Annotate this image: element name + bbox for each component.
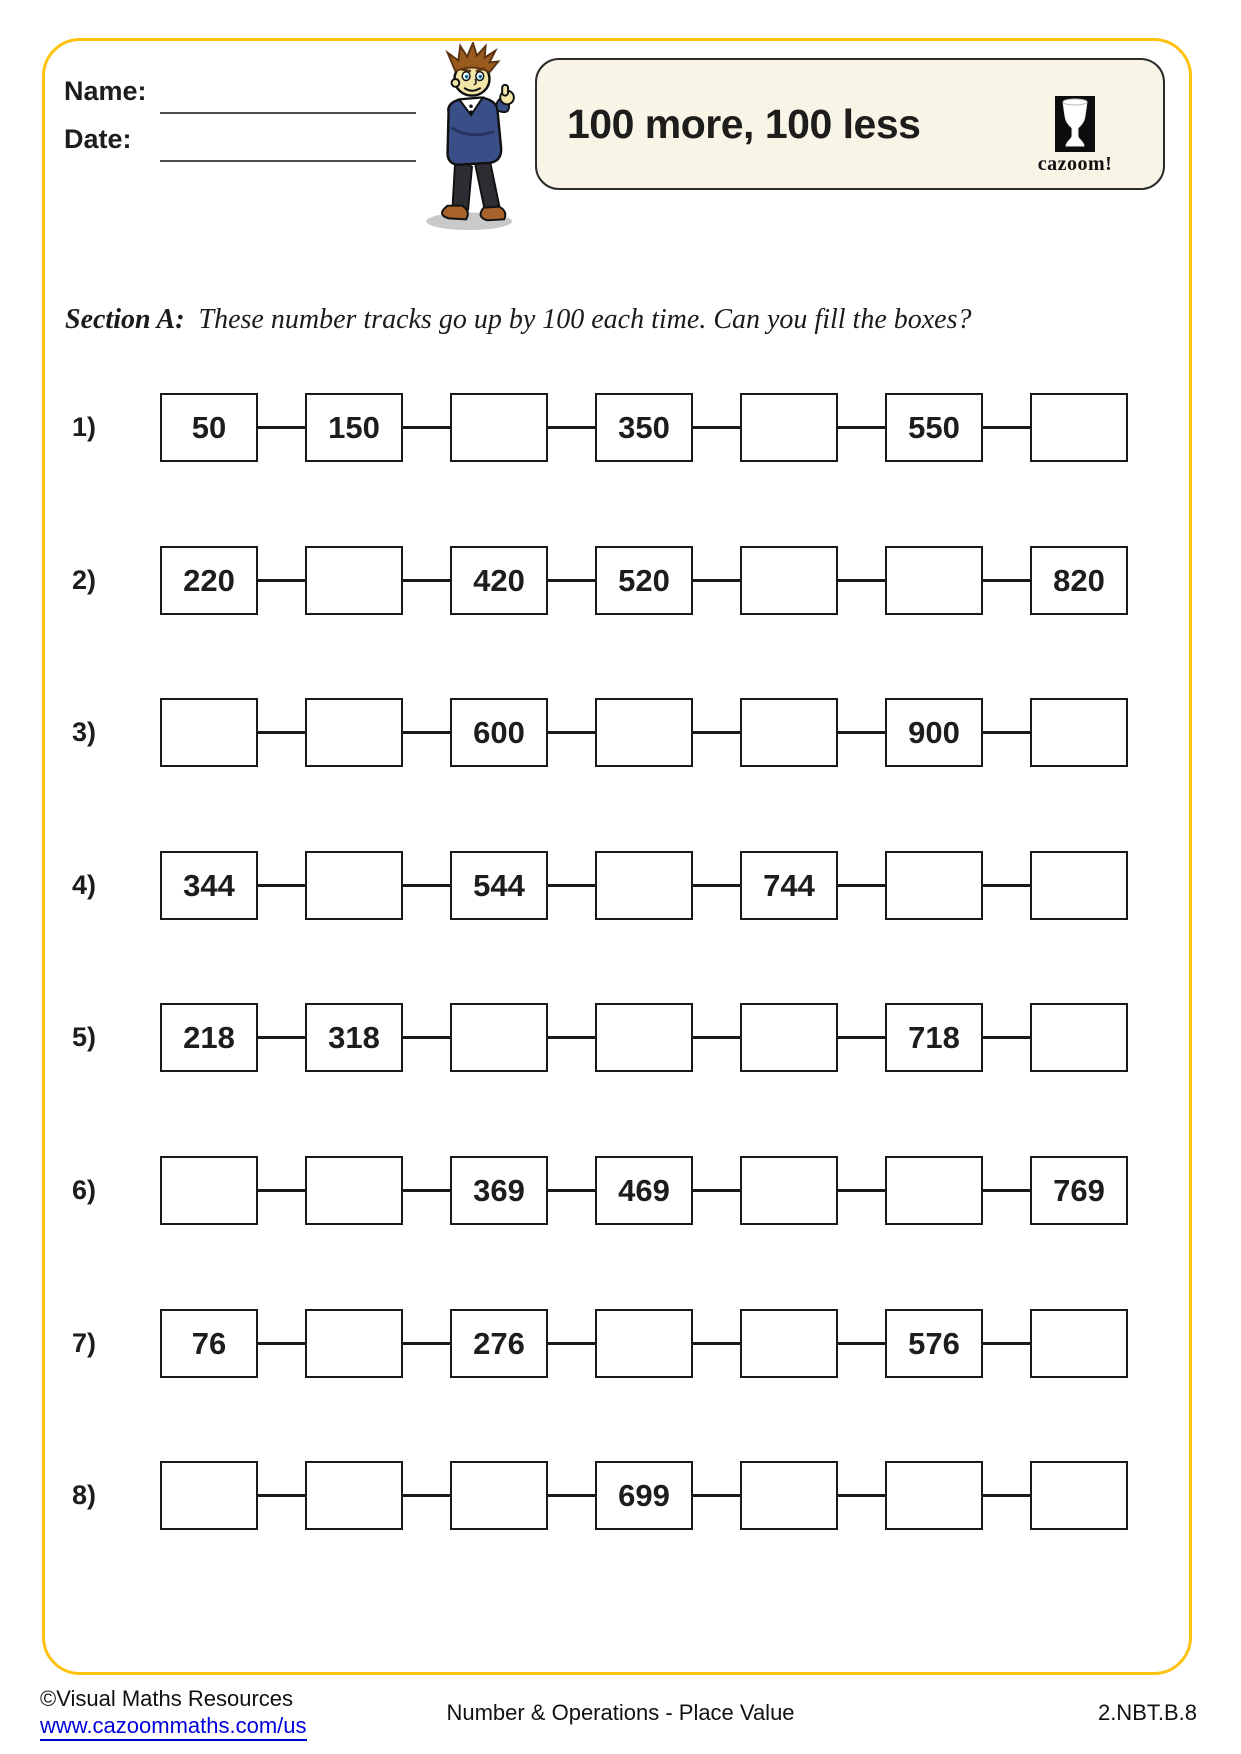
track-cell: 350 (595, 393, 693, 462)
track-cell: 900 (885, 698, 983, 767)
connector-line (838, 426, 885, 429)
cartoon-boy-illustration (415, 42, 527, 232)
date-label: Date: (64, 124, 132, 154)
track-row (72, 393, 1134, 462)
track-cell: 420 (450, 546, 548, 615)
track-cell-empty[interactable] (740, 698, 838, 767)
track-cell-empty[interactable] (885, 851, 983, 920)
track-cell-empty[interactable] (160, 1156, 258, 1225)
connector-line (403, 1189, 450, 1192)
connector-line (403, 579, 450, 582)
track-cell-empty[interactable] (1030, 851, 1128, 920)
brand-name: cazoom! (1037, 153, 1113, 175)
track-cell: 744 (740, 851, 838, 920)
track-cell: 699 (595, 1461, 693, 1530)
section-a-label: Section A: (65, 304, 185, 335)
track-cell: 576 (885, 1309, 983, 1378)
track-cell-empty[interactable] (1030, 1003, 1128, 1072)
djembe-drum-icon (1055, 96, 1095, 152)
track-row (72, 1156, 1134, 1225)
track-row (72, 698, 1134, 767)
connector-line (838, 1036, 885, 1039)
standard-code: 2.NBT.B.8 (1097, 1700, 1197, 1725)
track-cell: 550 (885, 393, 983, 462)
connector-line (548, 1036, 595, 1039)
track-label: 3) (72, 717, 97, 747)
track-label: 2) (72, 565, 97, 595)
name-fill-line[interactable] (160, 112, 416, 114)
connector-line (838, 884, 885, 887)
connector-line (983, 579, 1030, 582)
connector-line (838, 1189, 885, 1192)
connector-line (838, 731, 885, 734)
section-a-heading (65, 304, 1125, 336)
connector-line (403, 1342, 450, 1345)
connector-line (258, 731, 305, 734)
connector-line (983, 1036, 1030, 1039)
track-row (72, 1461, 1134, 1530)
connector-line (983, 426, 1030, 429)
connector-line (548, 426, 595, 429)
connector-line (693, 1342, 740, 1345)
connector-line (403, 1036, 450, 1039)
worksheet-title: 100 more, 100 less (567, 100, 921, 147)
track-cell-empty[interactable] (160, 1461, 258, 1530)
track-cell-empty[interactable] (740, 1156, 838, 1225)
connector-line (693, 731, 740, 734)
connector-line (258, 1494, 305, 1497)
track-label: 1) (72, 412, 97, 442)
name-label: Name: (64, 76, 147, 106)
track-cell-empty[interactable] (885, 1156, 983, 1225)
track-cell-empty[interactable] (1030, 1309, 1128, 1378)
connector-line (983, 731, 1030, 734)
track-cell: 150 (305, 393, 403, 462)
track-cell-empty[interactable] (450, 393, 548, 462)
connector-line (983, 1189, 1030, 1192)
track-row (72, 546, 1134, 615)
track-cell-empty[interactable] (450, 1003, 548, 1072)
connector-line (693, 426, 740, 429)
track-cell: 318 (305, 1003, 403, 1072)
track-cell: 276 (450, 1309, 548, 1378)
track-cell: 820 (1030, 546, 1128, 615)
connector-line (693, 1189, 740, 1192)
track-cell: 520 (595, 546, 693, 615)
connector-line (693, 1494, 740, 1497)
track-cell: 220 (160, 546, 258, 615)
track-cell: 218 (160, 1003, 258, 1072)
connector-line (403, 731, 450, 734)
track-cell: 469 (595, 1156, 693, 1225)
connector-line (838, 1342, 885, 1345)
track-cell-empty[interactable] (1030, 698, 1128, 767)
track-cell: 344 (160, 851, 258, 920)
track-label: 8) (72, 1480, 97, 1510)
track-row (72, 1309, 1134, 1378)
connector-line (548, 579, 595, 582)
category-text: Number & Operations - Place Value (446, 1700, 795, 1725)
track-cell-empty[interactable] (1030, 393, 1128, 462)
connector-line (693, 579, 740, 582)
connector-line (983, 884, 1030, 887)
track-cell-empty[interactable] (595, 1003, 693, 1072)
connector-line (258, 1189, 305, 1192)
track-row (72, 1003, 1134, 1072)
track-cell: 50 (160, 393, 258, 462)
track-cell-empty[interactable] (595, 698, 693, 767)
track-cell: 369 (450, 1156, 548, 1225)
track-cell-empty[interactable] (305, 851, 403, 920)
track-cell-empty[interactable] (885, 546, 983, 615)
track-cell-empty[interactable] (160, 698, 258, 767)
connector-line (548, 731, 595, 734)
track-cell-empty[interactable] (740, 1003, 838, 1072)
connector-line (258, 884, 305, 887)
connector-line (983, 1494, 1030, 1497)
connector-line (403, 426, 450, 429)
cazoom-logo (1025, 96, 1125, 176)
track-cell-empty[interactable] (305, 1156, 403, 1225)
track-cell-empty[interactable] (1030, 1461, 1128, 1530)
track-label: 6) (72, 1175, 97, 1205)
track-cell-empty[interactable] (595, 851, 693, 920)
track-label: 4) (72, 870, 97, 900)
track-cell-empty[interactable] (305, 698, 403, 767)
connector-line (693, 884, 740, 887)
track-cell-empty[interactable] (740, 393, 838, 462)
track-label: 7) (72, 1328, 97, 1358)
track-cell: 76 (160, 1309, 258, 1378)
connector-line (258, 1036, 305, 1039)
connector-line (838, 1494, 885, 1497)
connector-line (258, 1342, 305, 1345)
connector-line (403, 1494, 450, 1497)
date-fill-line[interactable] (160, 160, 416, 162)
track-cell: 600 (450, 698, 548, 767)
track-row (72, 851, 1134, 920)
connector-line (548, 884, 595, 887)
connector-line (693, 1036, 740, 1039)
track-cell-empty[interactable] (885, 1461, 983, 1530)
title-box (535, 58, 1165, 190)
track-cell-empty[interactable] (305, 546, 403, 615)
connector-line (548, 1494, 595, 1497)
track-cell-empty[interactable] (450, 1461, 548, 1530)
connector-line (983, 1342, 1030, 1345)
connector-line (258, 579, 305, 582)
connector-line (548, 1189, 595, 1192)
track-cell-empty[interactable] (305, 1461, 403, 1530)
track-label: 5) (72, 1022, 97, 1052)
connector-line (403, 884, 450, 887)
track-cell: 718 (885, 1003, 983, 1072)
connector-line (258, 426, 305, 429)
track-cell-empty[interactable] (740, 546, 838, 615)
track-cell-empty[interactable] (740, 1461, 838, 1530)
connector-line (838, 579, 885, 582)
track-cell-empty[interactable] (305, 1309, 403, 1378)
website-link[interactable]: www.cazoommaths.com/us (40, 1713, 307, 1741)
track-cell-empty[interactable] (740, 1309, 838, 1378)
track-cell-empty[interactable] (595, 1309, 693, 1378)
track-cell: 544 (450, 851, 548, 920)
section-a-instruction: These number tracks go up by 100 each time. Can you fill the boxes? (198, 304, 972, 335)
copyright-text: ©Visual Maths Resources (40, 1686, 294, 1711)
connector-line (548, 1342, 595, 1345)
track-cell: 769 (1030, 1156, 1128, 1225)
